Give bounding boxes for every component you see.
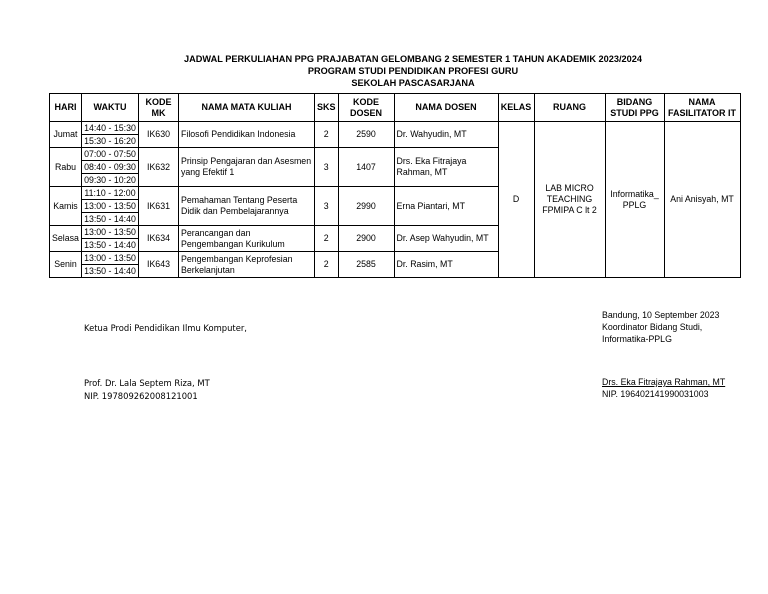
header-title: JADWAL PERKULIAHAN PPG PRAJABATAN GELOMBANG 2 SEMESTER 1 TAHUN AKADEMIK 2023/2024 [184, 54, 642, 64]
signature-left-name: Prof. Dr. Lala Septem Riza, MT [84, 378, 210, 388]
cell-waktu: 07:00 - 07:50 [82, 148, 139, 161]
cell-sks: 2 [315, 226, 339, 252]
cell-waktu: 11:10 - 12:00 [82, 187, 139, 200]
col-kode-mk: KODE MK [139, 94, 179, 122]
col-hari: HARI [50, 94, 82, 122]
col-nama-dosen: NAMA DOSEN [394, 94, 498, 122]
schedule-table [49, 93, 741, 278]
cell-kode-dosen: 1407 [338, 148, 394, 187]
signature-right-subtitle: Informatika-PPLG [602, 334, 672, 344]
col-fasilitator: NAMA FASILITATOR IT [664, 94, 740, 122]
cell-hari: Selasa [50, 226, 82, 252]
signature-left-nip: NIP. 197809262008121001 [84, 391, 198, 401]
cell-mata-kuliah: Perancangan dan Pengembangan Kurikulum [179, 226, 315, 252]
cell-waktu: 13:00 - 13:50 [82, 226, 139, 239]
cell-kode-mk: IK643 [139, 252, 179, 278]
signature-right-sign [602, 376, 725, 400]
cell-waktu: 09:30 - 10:20 [82, 174, 139, 187]
cell-nama-dosen: Erna Piantari, MT [394, 187, 498, 226]
table-header-row [50, 94, 741, 122]
col-waktu: WAKTU [82, 94, 139, 122]
cell-kelas: D [498, 122, 534, 278]
cell-waktu: 13:00 - 13:50 [82, 200, 139, 213]
table-row [50, 122, 741, 135]
document-header [0, 53, 768, 89]
cell-mata-kuliah: Prinsip Pengajaran dan Asesmen yang Efektif 1 [179, 148, 315, 187]
col-bidang: BIDANG STUDI PPG [605, 94, 664, 122]
cell-nama-dosen: Dr. Asep Wahyudin, MT [394, 226, 498, 252]
signature-right-name: Drs. Eka Fitrajaya Rahman, MT [602, 377, 726, 387]
col-sks: SKS [315, 94, 339, 122]
cell-mata-kuliah: Filosofi Pendidikan Indonesia [179, 122, 315, 148]
cell-waktu: 13:00 - 13:50 [82, 252, 139, 265]
cell-waktu: 13:50 - 14:40 [82, 265, 139, 278]
col-mata-kuliah: NAMA MATA KULIAH [179, 94, 315, 122]
signature-right-nip: NIP. 196402141990031003 [602, 389, 709, 399]
cell-nama-dosen: Dr. Rasim, MT [394, 252, 498, 278]
cell-kode-dosen: 2900 [338, 226, 394, 252]
cell-mata-kuliah: Pengembangan Keprofesian Berkelanjutan [179, 252, 315, 278]
signature-right-block [602, 309, 719, 345]
cell-sks: 2 [315, 122, 339, 148]
cell-kode-mk: IK632 [139, 148, 179, 187]
cell-kode-mk: IK630 [139, 122, 179, 148]
cell-hari: Senin [50, 252, 82, 278]
header-school: SEKOLAH PASCASARJANA [351, 78, 475, 88]
cell-waktu: 14:40 - 15:30 [82, 122, 139, 135]
cell-kode-dosen: 2990 [338, 187, 394, 226]
col-kode-dosen: KODE DOSEN [338, 94, 394, 122]
cell-sks: 3 [315, 148, 339, 187]
signature-right-title: Koordinator Bidang Studi, [602, 322, 703, 332]
signature-right-date: Bandung, 10 September 2023 [602, 310, 720, 320]
col-kelas: KELAS [498, 94, 534, 122]
cell-hari: Rabu [50, 148, 82, 187]
cell-waktu: 13:50 - 14:40 [82, 213, 139, 226]
col-ruang: RUANG [534, 94, 605, 122]
cell-waktu: 13:50 - 14:40 [82, 239, 139, 252]
cell-waktu: 15:30 - 16:20 [82, 135, 139, 148]
cell-kode-mk: IK634 [139, 226, 179, 252]
cell-nama-dosen: Dr. Wahyudin, MT [394, 122, 498, 148]
signature-left-title: Ketua Prodi Pendidikan Ilmu Komputer, [84, 323, 247, 333]
cell-kode-mk: IK631 [139, 187, 179, 226]
cell-hari: Jumat [50, 122, 82, 148]
cell-ruang: LAB MICRO TEACHING FPMIPA C lt 2 [534, 122, 605, 278]
cell-mata-kuliah: Pemahaman Tentang Peserta Didik dan Pembelajarannya [179, 187, 315, 226]
cell-fasilitator: Ani Anisyah, MT [664, 122, 740, 278]
cell-hari: Kamis [50, 187, 82, 226]
header-program: PROGRAM STUDI PENDIDIKAN PROFESI GURU [307, 66, 519, 76]
cell-waktu: 08:40 - 09:30 [82, 161, 139, 174]
cell-kode-dosen: 2590 [338, 122, 394, 148]
cell-sks: 3 [315, 187, 339, 226]
cell-kode-dosen: 2585 [338, 252, 394, 278]
cell-sks: 2 [315, 252, 339, 278]
cell-nama-dosen: Drs. Eka Fitrajaya Rahman, MT [394, 148, 498, 187]
cell-bidang: Informatika_ PPLG [605, 122, 664, 278]
